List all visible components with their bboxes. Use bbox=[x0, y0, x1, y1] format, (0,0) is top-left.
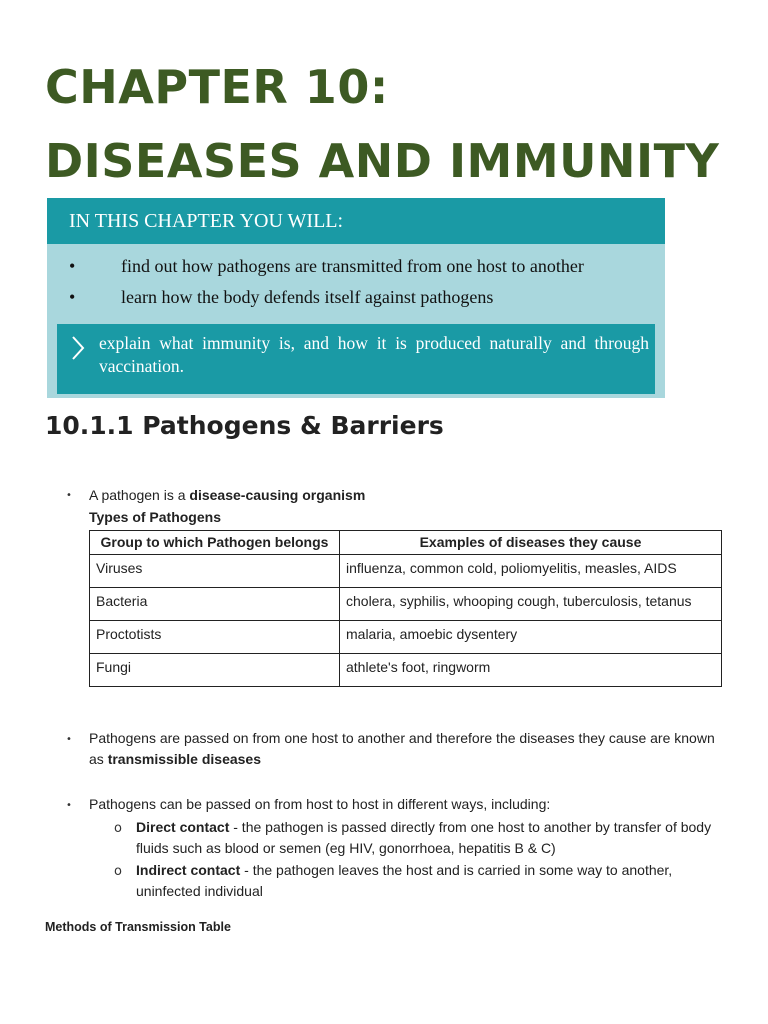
table-cell: Proctotists bbox=[90, 621, 340, 654]
objective-item: • learn how the body defends itself against pathogens bbox=[69, 287, 494, 307]
objective-item: • find out how pathogens are transmitted from one host to another bbox=[69, 256, 584, 276]
table-row bbox=[90, 654, 722, 687]
indirect-contact-item: Indirect contact - the pathogen leaves the host and is carried in some way to another, uninfected individual bbox=[136, 862, 673, 899]
intro-text: A pathogen is a disease-causing organism bbox=[89, 487, 366, 503]
objectives-heading: IN THIS CHAPTER YOU WILL: bbox=[47, 198, 665, 244]
transmissible-paragraph: Pathogens are passed on from one host to another and therefore the diseases they cause are known as transmissible diseases bbox=[89, 730, 715, 767]
table-header-row bbox=[90, 531, 722, 555]
table-cell: Bacteria bbox=[90, 588, 340, 621]
table-cell: athlete's foot, ringworm bbox=[340, 654, 722, 687]
table-header: Examples of diseases they cause bbox=[340, 531, 722, 555]
table-header: Group to which Pathogen belongs bbox=[90, 531, 340, 555]
transmission-intro: Pathogens can be passed on from host to host in different ways, including: bbox=[89, 796, 551, 812]
table-cell: cholera, syphilis, whooping cough, tuberculosis, tetanus bbox=[340, 588, 722, 621]
table-cell: influenza, common cold, poliomyelitis, measles, AIDS bbox=[340, 555, 722, 588]
methods-table-label: Methods of Transmission Table bbox=[45, 920, 231, 934]
pathogen-table bbox=[89, 530, 722, 687]
circle-bullet-icon: o bbox=[114, 864, 122, 879]
bullet-icon: • bbox=[66, 800, 72, 811]
table-cell: Fungi bbox=[90, 654, 340, 687]
table-caption: Types of Pathogens bbox=[89, 509, 221, 525]
objective-highlight bbox=[57, 324, 655, 394]
section-title: 10.1.1 Pathogens & Barriers bbox=[45, 411, 444, 440]
chevron-right-icon bbox=[71, 335, 85, 361]
table-cell: malaria, amoebic dysentery bbox=[340, 621, 722, 654]
bullet-icon: • bbox=[66, 734, 72, 745]
objectives-box bbox=[47, 198, 665, 398]
objective-highlight-text: explain what immunity is, and how it is produced naturally and through vaccination. bbox=[99, 333, 649, 376]
table-cell: Viruses bbox=[90, 555, 340, 588]
table-row bbox=[90, 588, 722, 621]
circle-bullet-icon: o bbox=[114, 821, 122, 836]
table-row bbox=[90, 555, 722, 588]
chapter-number: CHAPTER 10: bbox=[45, 60, 389, 114]
direct-contact-item: Direct contact - the pathogen is passed directly from one host to another by transfer of body fluids such as blood or semen (eg HIV, gonorrhoea, hepatitis B & C) bbox=[136, 819, 712, 856]
table-row bbox=[90, 621, 722, 654]
chapter-title: DISEASES AND IMMUNITY bbox=[45, 134, 720, 188]
bullet-icon: • bbox=[66, 490, 72, 501]
